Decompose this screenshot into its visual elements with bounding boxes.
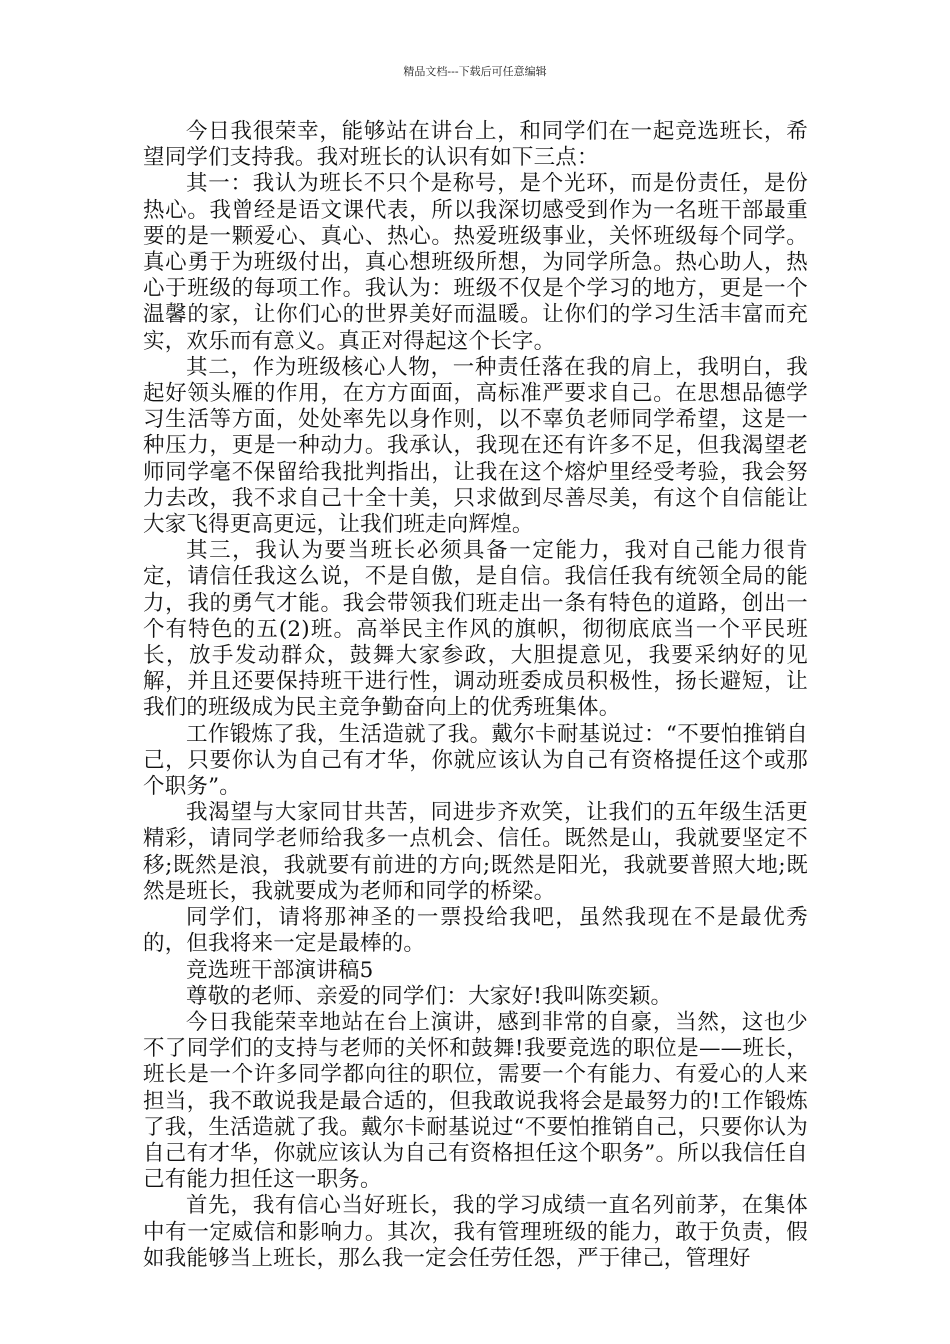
paragraph-point-three: 其三，我认为要当班长必须具备一定能力，我对自己能力很肯定，请信任我这么说，不是自傲，是自信。我信任我有统领全局的能力，我的勇气才能。我会带领我们班走出一条有特色的道路，创出一个有特色的五(2)班。高举民主作风的旗帜，彻彻底底当一个平民班长，放手发动群众，鼓舞大家参政，大胆提意见，我要采纳好的见解，并且还要保持班干进行性，调动班委成员积极性，扬长避短，让我们的班级成为民主竞争勤奋向上的优秀班集体。 (143, 538, 808, 721)
paragraph-closing: 同学们，请将那神圣的一票投给我吧，虽然我现在不是最优秀的，但我将来一定是最棒的。 (143, 905, 808, 957)
paragraph-speech-intro: 今日我能荣幸地站在台上演讲，感到非常的自豪，当然，这也少不了同学们的支持与老师的关怀和鼓舞!我要竞选的职位是——班长，班长是一个许多同学都向往的职位，需要一个有能力、有爱心的人来担当，我不敢说我是最合适的，但我敢说我将会是最努力的!工作锻炼了我，生活造就了我。戴尔卡耐基说过“不要怕推销自己，只要你认为自己有才华，你就应该认为自己有资格担任这个职务”。所以我信任自己有能力担任这一职务。 (143, 1009, 808, 1193)
section-heading: 竞选班干部演讲稿5 (186, 957, 374, 983)
paragraph-first-reason: 首先，我有信心当好班长，我的学习成绩一直名列前茅，在集体中有一定威信和影响力。其次，我有管理班级的能力，敢于负责，假如我能够当上班长，那么我一定会任劳任怨，严于律己，管理好 (143, 1193, 808, 1271)
document-body (143, 119, 808, 1272)
paragraph-hope: 我渴望与大家同甘共苦，同进步齐欢笑，让我们的五年级生活更精彩，请同学老师给我多一点机会、信任。既然是山，我就要坚定不移;既然是浪，我就要有前进的方向;既然是阳光，我就要普照大地;既然是班长，我就要成为老师和同学的桥梁。 (143, 800, 808, 904)
paragraph-intro: 今日我很荣幸，能够站在讲台上，和同学们在一起竞选班长，希望同学们支持我。我对班长的认识有如下三点： (143, 119, 808, 171)
page-header: 精品文档---下载后可任意编辑 (403, 65, 547, 78)
paragraph-quote: 工作锻炼了我，生活造就了我。戴尔卡耐基说过：“不要怕推销自己，只要你认为自己有才华，你就应该认为自己有资格提任这个或那个职务”。 (143, 721, 808, 800)
paragraph-point-one: 其一：我认为班长不只个是称号，是个光环，而是份责任，是份热心。我曾经是语文课代表，所以我深切感受到作为一名班干部最重要的是一颗爱心、真心、热心。热爱班级事业，关怀班级每个同学。真心勇于为班级付出，真心想班级所想，为同学所急。热心助人，热心于班级的每项工作。我认为：班级不仅是个学习的地方，更是一个温馨的家，让你们心的世界美好而温暖。让你们的学习生活丰富而充实，欢乐而有意义。真正对得起这个长字。 (143, 171, 808, 354)
paragraph-point-two: 其二，作为班级核心人物，一种责任落在我的肩上，我明白，我起好领头雁的作用，在方方面面，高标准严要求自己。在思想品德学习生活等方面，处处率先以身作则，以不辜负老师同学希望，这是一种压力，更是一种动力。我承认，我现在还有许多不足，但我渴望老师同学毫不保留给我批判指出，让我在这个熔炉里经受考验，我会努力去改，我不求自己十全十美，只求做到尽善尽美，有这个自信能让大家飞得更高更远，让我们班走向辉煌。 (143, 354, 808, 538)
paragraph-greeting: 尊敬的老师、亲爱的同学们：大家好!我叫陈奕颖。 (186, 983, 673, 1009)
